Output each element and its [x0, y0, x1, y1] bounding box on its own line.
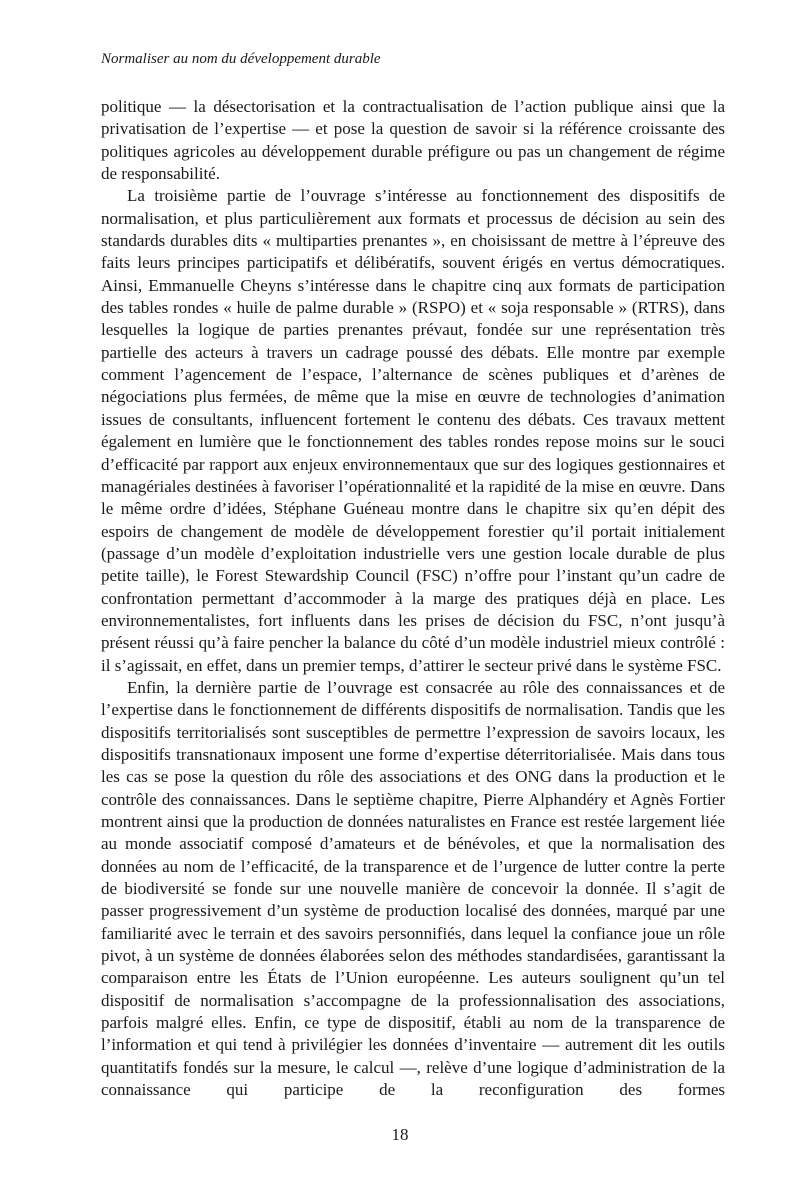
- page-number: 18: [391, 1125, 409, 1144]
- paragraph-continuation: politique — la désectorisation et la contractualisation de l’action publique ainsi que la privatisation de l’expertise — et pose la question de savoir si la référence croissante des politiques agricoles au développement durable préfigure ou pas un changement de régime de responsabilité.: [101, 97, 725, 184]
- body-text: [101, 96, 725, 1101]
- paragraph-third-part: La troisième partie de l’ouvrage s’intéresse au fonctionnement des dispositifs de normalisation, et plus particulièrement aux formats et processus de décision au sein des standards durables dits « multiparties prenantes », en choisissant de mettre à l’épreuve des faits leurs principes participatifs et délibératifs, souvent érigés en vertus démocratiques. Ainsi, Emmanuelle Cheyns s’intéresse dans le chapitre cinq aux formats de participation des tables rondes « huile de palme durable » (RSPO) et « soja responsable » (RTRS), dans lesquelles la logique de parties prenantes prévaut, fondée sur une représentation très partielle des acteurs à travers un cadrage poussé des débats. Elle montre par exemple comment l’agencement de l’espace, l’alternance de scènes publiques et d’arènes de négociations plus fermées, de même que la mise en œuvre de technologies d’animation issues de consultants, influencent fortement le contenu des débats. Ces travaux mettent également en lumière que le fonctionnement des tables rondes repose moins sur le souci d’efficacité par rapport aux enjeux environnementaux que sur des logiques gestionnaires et managériales destinées à favoriser l’opérationnalité et la rapidité de la mise en œuvre. Dans le même ordre d’idées, Stéphane Guéneau montre dans le chapitre six qu’en dépit des espoirs de changement de modèle de développement forestier qu’il portait initialement (passage d’un modèle d’exploitation industrielle vers une gestion locale durable de plus petite taille), le Forest Stewardship Council (FSC) n’offre pour l’instant qu’un cadre de confrontation permettant d’accommoder à la marge des pratiques déjà en place. Les environnementalistes, fort influents dans les prises de décision du FSC, n’ont jusqu’à présent réussi qu’à faire pencher la balance du côté d’un modèle industriel mieux contrôlé : il s’agissait, en effet, dans un premier temps, d’attirer le secteur privé dans le système FSC.: [101, 186, 725, 675]
- paragraph-last-part: Enfin, la dernière partie de l’ouvrage est consacrée au rôle des connaissances et de l’expertise dans le fonctionnement de différents dispositifs de normalisation. Tandis que les dispositifs territorialisés sont susceptibles de permettre l’expression de savoirs locaux, les dispositifs transnationaux imposent une forme d’expertise déterritorialisée. Mais dans tous les cas se pose la question du rôle des associations et des ONG dans la production et le contrôle des connaissances. Dans le septième chapitre, Pierre Alphandéry et Agnès Fortier montrent ainsi que la production de données naturalistes en France est restée largement liée au monde associatif composé d’amateurs et de bénévoles, et que la normalisation des données au nom de l’efficacité, de la transparence et de l’urgence de lutter contre la perte de biodiversité se fonde sur une nouvelle manière de concevoir la donnée. Il s’agit de passer progressivement d’un système de production localisé des données, marqué par une familiarité avec le terrain et des savoirs personnifiés, dans lequel la confiance joue un rôle pivot, à un système de données élaborées selon des méthodes standardisées, garantissant la comparaison entre les États de l’Union européenne. Les auteurs soulignent qu’un tel dispositif de normalisation s’accompagne de la professionnalisation des associations, parfois malgré elles. Enfin, ce type de dispositif, établi au nom de la transparence de l’information et qui tend à privilégier les données d’inventaire — autrement dit les outils quantitatifs fondés sur la mesure, le calcul —, relève d’une logique d’administration de la connaissance qui participe de la reconfiguration des formes: [101, 677, 725, 1100]
- running-head: Normaliser au nom du développement durable: [101, 51, 381, 67]
